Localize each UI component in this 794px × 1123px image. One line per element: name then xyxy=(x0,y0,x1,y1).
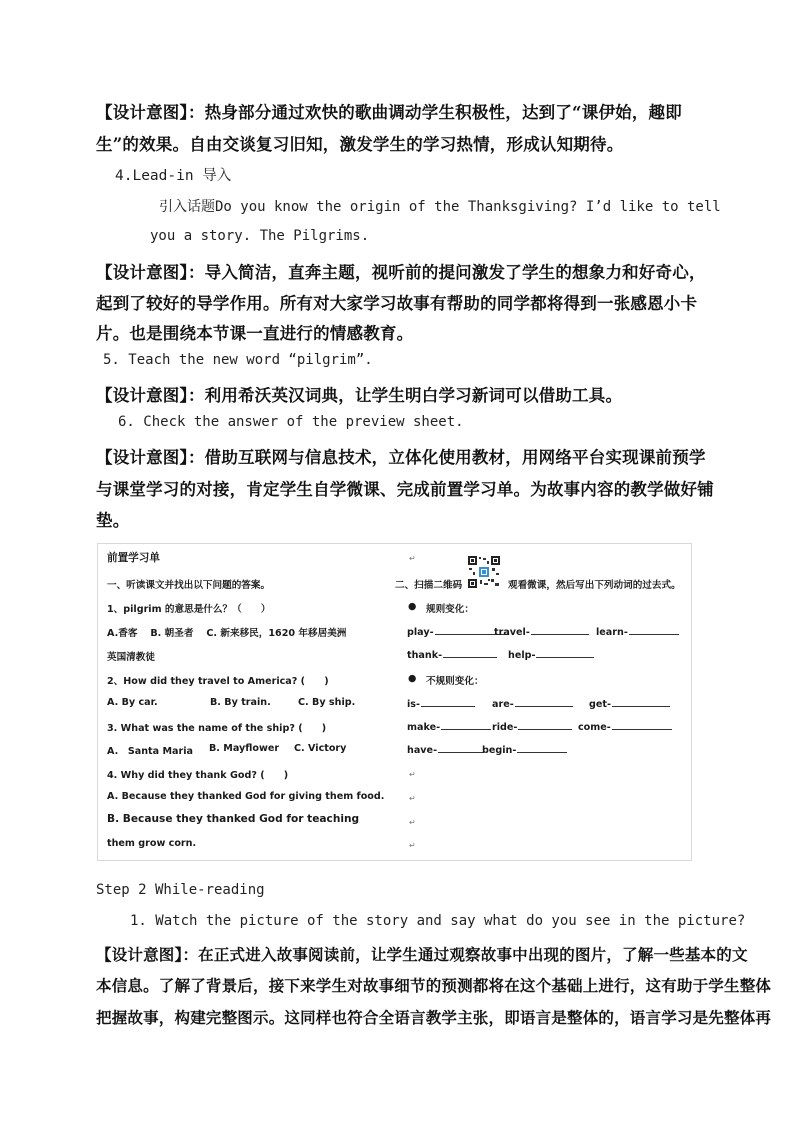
question-3-option-c: C. Victory xyxy=(294,743,347,754)
regular-bullet: ● xyxy=(408,601,417,612)
design-intent-3: 【设计意图】：利用希沃英汉词典，让学生明白学习新词可以借助工具。 xyxy=(96,386,623,405)
lead-in-heading: 4.Lead-in 导入 xyxy=(115,168,232,184)
step-2-heading: Step 2 While-reading xyxy=(96,882,265,898)
question-3: 3. What was the name of the ship? ( ) xyxy=(107,723,327,734)
verb-help: help- xyxy=(508,648,594,661)
verb-travel: travel- xyxy=(494,625,589,638)
verb-play: play- xyxy=(407,625,509,638)
verb-have: have- xyxy=(407,743,484,756)
design-intent-1-line-1: 【设计意图】：热身部分通过欢快的歌曲调动学生积极性，达到了“课伊始，趣即 xyxy=(96,103,682,122)
return-mark: ↵ xyxy=(409,794,416,803)
design-intent-5-line-3: 把握故事，构建完整图示。这同样也符合全语言教学主张，即语言是整体的，语言学习是先整体再 xyxy=(96,1008,772,1027)
verb-make: make- xyxy=(407,720,491,733)
sheet-section-2-instruction: 观看微课，然后写出下列动词的过去式。 xyxy=(508,580,681,591)
question-1-options-cont: 英国清教徒 xyxy=(107,652,155,663)
topic-line-1: 引入话题Do you know the origin of the Thanksgiving? I’d like to tell xyxy=(159,199,721,215)
question-2-option-b: B. By train. xyxy=(210,697,271,708)
design-intent-5-line-2: 本信息。了解了背景后，接下来学生对故事细节的预测都将在这个基础上进行，这有助于学生整体 xyxy=(96,976,772,995)
paragraph-mark: ↵ xyxy=(409,554,416,563)
question-4-option-b-cont: them grow corn. xyxy=(107,838,197,849)
sheet-title: 前置学习单 xyxy=(107,552,160,564)
design-intent-2-line-1: 【设计意图】：导入简洁，直奔主题，视听前的提问激发了学生的想象力和好奇心， xyxy=(96,263,706,282)
sheet-section-1-title: 一、听读课文并找出以下问题的答案。 xyxy=(107,580,271,591)
verb-thank: thank- xyxy=(407,648,497,661)
qr-code-icon[interactable] xyxy=(467,555,501,589)
question-4-option-a: A. Because they thanked God for giving them food. xyxy=(107,791,385,802)
regular-heading: 规则变化： xyxy=(426,604,474,615)
irregular-heading: 不规则变化： xyxy=(426,676,484,687)
verb-begin: begin- xyxy=(482,743,567,756)
design-intent-2-line-3: 片。也是围绕本节课一直进行的情感教育。 xyxy=(96,324,414,343)
question-3-option-a: A. Santa Maria xyxy=(107,746,193,757)
design-intent-2-line-2: 起到了较好的导学作用。所有对大家学习故事有帮助的同学都将得到一张感恩小卡 xyxy=(96,294,698,313)
question-4-option-b: B. Because they thanked God for teaching xyxy=(107,813,360,825)
design-intent-4-line-1: 【设计意图】：借助互联网与信息技术，立体化使用教材，用网络平台实现课前预学 xyxy=(96,448,706,467)
return-mark: ↵ xyxy=(409,770,416,779)
watch-picture-step: 1. Watch the picture of the story and say what do you see in the picture? xyxy=(130,913,746,929)
question-3-option-b: B. Mayflower xyxy=(209,743,280,754)
sheet-section-2-title: 二、扫描二维码 xyxy=(395,580,463,591)
question-4: 4. Why did they thank God? ( ) xyxy=(107,770,289,781)
question-1: 1、pilgrim 的意思是什么？（ ） xyxy=(107,604,271,615)
step-5-teach-word: 5. Teach the new word “pilgrim”. xyxy=(103,352,373,368)
design-intent-5-line-1: 【设计意图】：在正式进入故事阅读前，让学生通过观察故事中出现的图片，了解一些基本的文 xyxy=(96,945,748,964)
question-2-option-c: C. By ship. xyxy=(298,697,356,708)
verb-is: is- xyxy=(407,697,475,710)
irregular-bullet: ● xyxy=(408,673,417,684)
verb-ride: ride- xyxy=(492,720,572,733)
verb-get: get- xyxy=(589,697,670,710)
verb-learn: learn- xyxy=(596,625,679,638)
step-6-check-answer: 6. Check the answer of the preview sheet. xyxy=(118,414,464,430)
verb-come: come- xyxy=(578,720,672,733)
question-2-option-a: A. By car. xyxy=(107,697,158,708)
return-mark: ↵ xyxy=(409,818,416,827)
preview-sheet-image xyxy=(97,543,692,861)
design-intent-1-line-2: 生”的效果。自由交谈复习旧知，激发学生的学习热情，形成认知期待。 xyxy=(96,135,624,154)
question-2: 2、How did they travel to America? ( ) xyxy=(107,676,329,687)
question-1-options: A.香客 B. 朝圣者 C. 新来移民，1620 年移居美洲 xyxy=(107,628,347,639)
topic-line-2: you a story. The Pilgrims. xyxy=(150,228,370,244)
design-intent-4-line-2: 与课堂学习的对接，肯定学生自学微课、完成前置学习单。为故事内容的教学做好铺 xyxy=(96,480,714,499)
return-mark: ↵ xyxy=(409,841,416,850)
design-intent-4-line-3: 垫。 xyxy=(96,511,130,530)
verb-are: are- xyxy=(492,697,573,710)
